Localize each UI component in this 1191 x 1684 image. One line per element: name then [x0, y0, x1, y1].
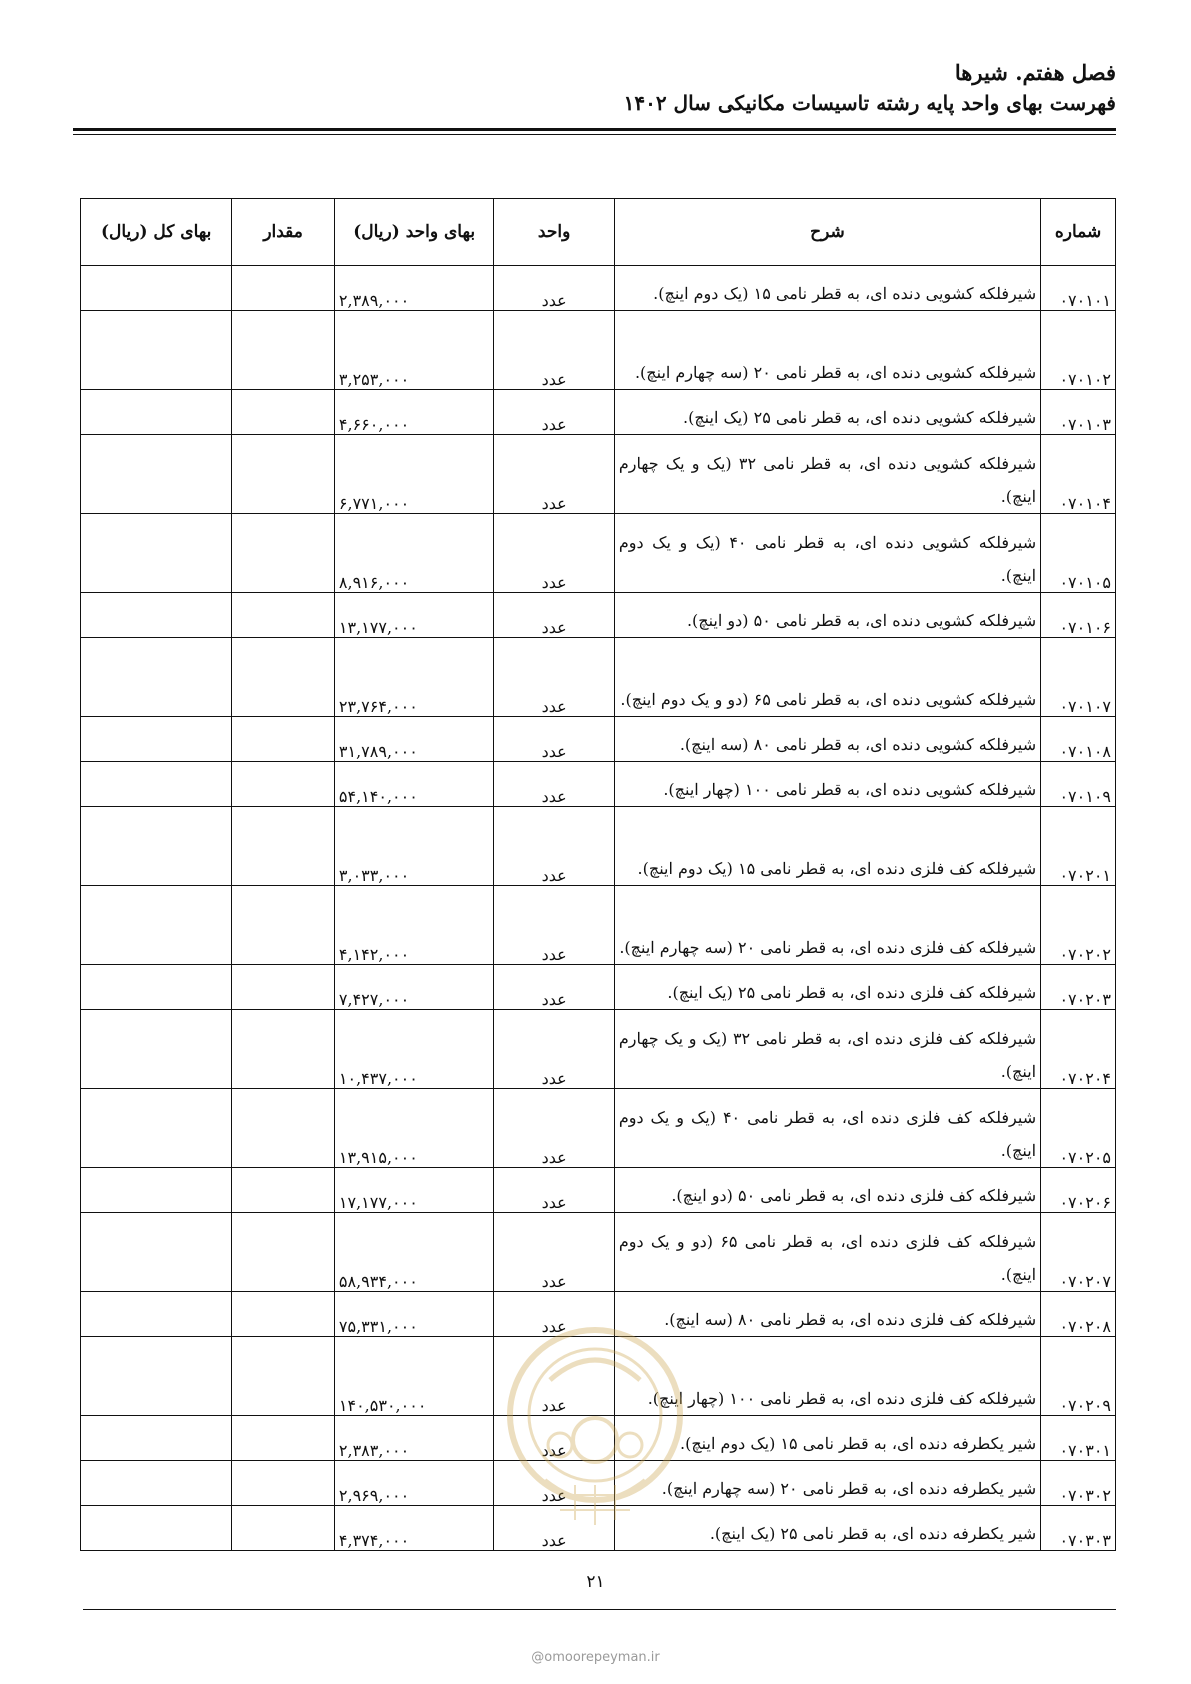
item-description: شیرفلکه کشویی دنده ای، به قطر نامی ۲۰ (سه چهارم اینچ).	[614, 311, 1040, 390]
item-description: شیرفلکه کشویی دنده ای، به قطر نامی ۸۰ (سه اینچ).	[614, 717, 1040, 762]
item-quantity	[232, 390, 335, 435]
item-unit-price: ۴,۱۴۲,۰۰۰	[334, 886, 494, 965]
item-quantity	[232, 1461, 335, 1506]
item-unit: عدد	[494, 807, 614, 886]
item-total-price	[81, 1416, 232, 1461]
item-description: شیرفلکه کف فلزی دنده ای، به قطر نامی ۳۲ (یک و یک چهارم اینچ).	[614, 1010, 1040, 1089]
item-quantity	[232, 1506, 335, 1551]
item-code: ۰۷۰۱۰۳	[1041, 390, 1116, 435]
item-code: ۰۷۰۱۰۴	[1041, 435, 1116, 514]
item-total-price	[81, 1461, 232, 1506]
table-row	[81, 717, 1116, 762]
item-unit: عدد	[494, 1089, 614, 1168]
item-description: شیرفلکه کشویی دنده ای، به قطر نامی ۲۵ (یک اینچ).	[614, 390, 1040, 435]
item-description: شیر یکطرفه دنده ای، به قطر نامی ۱۵ (یک دوم اینچ).	[614, 1416, 1040, 1461]
item-description: شیر یکطرفه دنده ای، به قطر نامی ۲۵ (یک اینچ).	[614, 1506, 1040, 1551]
item-code: ۰۷۰۳۰۱	[1041, 1416, 1116, 1461]
item-unit-price: ۸,۹۱۶,۰۰۰	[334, 514, 494, 593]
item-unit-price: ۷۵,۳۳۱,۰۰۰	[334, 1292, 494, 1337]
header-rule-thin	[73, 134, 1116, 135]
column-header-price: بهای واحد (ریال)	[334, 199, 494, 266]
item-total-price	[81, 435, 232, 514]
column-header-qty: مقدار	[232, 199, 335, 266]
item-unit: عدد	[494, 1213, 614, 1292]
item-unit-price: ۷,۴۲۷,۰۰۰	[334, 965, 494, 1010]
item-quantity	[232, 593, 335, 638]
item-quantity	[232, 965, 335, 1010]
table-row	[81, 311, 1116, 390]
item-unit-price: ۱۳,۹۱۵,۰۰۰	[334, 1089, 494, 1168]
table-row	[81, 266, 1116, 311]
footer-rule	[83, 1609, 1116, 1610]
item-description: شیرفلکه کف فلزی دنده ای، به قطر نامی ۶۵ (دو و یک دوم اینچ).	[614, 1213, 1040, 1292]
item-total-price	[81, 593, 232, 638]
table-row	[81, 1168, 1116, 1213]
item-total-price	[81, 638, 232, 717]
item-code: ۰۷۰۲۰۱	[1041, 807, 1116, 886]
item-unit: عدد	[494, 1337, 614, 1416]
item-unit-price: ۳۱,۷۸۹,۰۰۰	[334, 717, 494, 762]
page-number: ۲۱	[586, 1572, 605, 1592]
item-unit-price: ۱۴۰,۵۳۰,۰۰۰	[334, 1337, 494, 1416]
item-description: شیرفلکه کف فلزی دنده ای، به قطر نامی ۲۰ (سه چهارم اینچ).	[614, 886, 1040, 965]
item-unit-price: ۲,۳۸۹,۰۰۰	[334, 266, 494, 311]
table-row	[81, 762, 1116, 807]
item-unit: عدد	[494, 1506, 614, 1551]
item-quantity	[232, 762, 335, 807]
item-unit: عدد	[494, 1292, 614, 1337]
item-description: شیرفلکه کف فلزی دنده ای، به قطر نامی ۸۰ (سه اینچ).	[614, 1292, 1040, 1337]
item-unit-price: ۵۴,۱۴۰,۰۰۰	[334, 762, 494, 807]
watermark-seal-icon	[500, 1320, 690, 1570]
item-quantity	[232, 1168, 335, 1213]
item-total-price	[81, 1292, 232, 1337]
item-unit: عدد	[494, 593, 614, 638]
item-unit: عدد	[494, 638, 614, 717]
item-unit: عدد	[494, 1010, 614, 1089]
item-total-price	[81, 717, 232, 762]
item-description: شیرفلکه کشویی دنده ای، به قطر نامی ۵۰ (دو اینچ).	[614, 593, 1040, 638]
item-unit-price: ۲,۳۸۳,۰۰۰	[334, 1416, 494, 1461]
item-unit: عدد	[494, 435, 614, 514]
item-unit-price: ۲,۹۶۹,۰۰۰	[334, 1461, 494, 1506]
column-header-desc: شرح	[614, 199, 1040, 266]
item-code: ۰۷۰۲۰۷	[1041, 1213, 1116, 1292]
item-quantity	[232, 266, 335, 311]
item-code: ۰۷۰۲۰۸	[1041, 1292, 1116, 1337]
item-code: ۰۷۰۲۰۳	[1041, 965, 1116, 1010]
item-unit: عدد	[494, 965, 614, 1010]
item-description: شیرفلکه کشویی دنده ای، به قطر نامی ۱۰۰ (چهار اینچ).	[614, 762, 1040, 807]
table-row	[81, 638, 1116, 717]
item-description: شیرفلکه کف فلزی دنده ای، به قطر نامی ۲۵ (یک اینچ).	[614, 965, 1040, 1010]
item-unit: عدد	[494, 514, 614, 593]
page-header	[624, 58, 1116, 118]
item-unit-price: ۱۰,۴۳۷,۰۰۰	[334, 1010, 494, 1089]
item-quantity	[232, 1337, 335, 1416]
item-code: ۰۷۰۲۰۲	[1041, 886, 1116, 965]
item-code: ۰۷۰۱۰۵	[1041, 514, 1116, 593]
item-code: ۰۷۰۱۰۸	[1041, 717, 1116, 762]
item-unit-price: ۳,۲۵۳,۰۰۰	[334, 311, 494, 390]
item-description: شیرفلکه کشویی دنده ای، به قطر نامی ۶۵ (دو و یک دوم اینچ).	[614, 638, 1040, 717]
website-watermark: @omoorepeyman.ir	[531, 1650, 660, 1665]
item-unit-price: ۶,۷۷۱,۰۰۰	[334, 435, 494, 514]
item-quantity	[232, 311, 335, 390]
item-total-price	[81, 1506, 232, 1551]
item-code: ۰۷۰۳۰۲	[1041, 1461, 1116, 1506]
item-total-price	[81, 886, 232, 965]
item-unit-price: ۳,۰۳۳,۰۰۰	[334, 807, 494, 886]
item-total-price	[81, 514, 232, 593]
item-unit: عدد	[494, 311, 614, 390]
item-code: ۰۷۰۲۰۶	[1041, 1168, 1116, 1213]
item-quantity	[232, 1010, 335, 1089]
item-description: شیرفلکه کشویی دنده ای، به قطر نامی ۳۲ (یک و یک چهارم اینچ).	[614, 435, 1040, 514]
item-quantity	[232, 807, 335, 886]
item-unit-price: ۱۷,۱۷۷,۰۰۰	[334, 1168, 494, 1213]
item-total-price	[81, 266, 232, 311]
table-row	[81, 514, 1116, 593]
table-row	[81, 1213, 1116, 1292]
item-unit-price: ۴,۳۷۴,۰۰۰	[334, 1506, 494, 1551]
item-unit: عدد	[494, 886, 614, 965]
item-code: ۰۷۰۱۰۱	[1041, 266, 1116, 311]
item-description: شیرفلکه کف فلزی دنده ای، به قطر نامی ۱۵ (یک دوم اینچ).	[614, 807, 1040, 886]
item-code: ۰۷۰۱۰۹	[1041, 762, 1116, 807]
item-total-price	[81, 311, 232, 390]
item-description: شیرفلکه کف فلزی دنده ای، به قطر نامی ۵۰ (دو اینچ).	[614, 1168, 1040, 1213]
column-header-unit: واحد	[494, 199, 614, 266]
item-unit-price: ۴,۶۶۰,۰۰۰	[334, 390, 494, 435]
item-quantity	[232, 1292, 335, 1337]
item-unit-price: ۱۳,۱۷۷,۰۰۰	[334, 593, 494, 638]
item-unit-price: ۲۳,۷۶۴,۰۰۰	[334, 638, 494, 717]
table-row	[81, 965, 1116, 1010]
table-row	[81, 807, 1116, 886]
item-quantity	[232, 1089, 335, 1168]
item-description: شیرفلکه کشویی دنده ای، به قطر نامی ۱۵ (یک دوم اینچ).	[614, 266, 1040, 311]
item-unit-price: ۵۸,۹۳۴,۰۰۰	[334, 1213, 494, 1292]
item-total-price	[81, 807, 232, 886]
item-quantity	[232, 886, 335, 965]
item-total-price	[81, 965, 232, 1010]
column-header-code: شماره	[1041, 199, 1116, 266]
item-unit: عدد	[494, 1168, 614, 1213]
header-rule-thick	[73, 128, 1116, 131]
item-quantity	[232, 1213, 335, 1292]
item-description: شیرفلکه کف فلزی دنده ای، به قطر نامی ۱۰۰ (چهار اینچ).	[614, 1337, 1040, 1416]
item-code: ۰۷۰۲۰۵	[1041, 1089, 1116, 1168]
item-quantity	[232, 514, 335, 593]
item-unit: عدد	[494, 717, 614, 762]
item-description: شیرفلکه کف فلزی دنده ای، به قطر نامی ۴۰ (یک و یک دوم اینچ).	[614, 1089, 1040, 1168]
item-code: ۰۷۰۱۰۲	[1041, 311, 1116, 390]
item-unit: عدد	[494, 1416, 614, 1461]
item-description: شیر یکطرفه دنده ای، به قطر نامی ۲۰ (سه چهارم اینچ).	[614, 1461, 1040, 1506]
item-total-price	[81, 1337, 232, 1416]
item-total-price	[81, 390, 232, 435]
table-row	[81, 593, 1116, 638]
item-total-price	[81, 1010, 232, 1089]
item-unit: عدد	[494, 1461, 614, 1506]
item-code: ۰۷۰۲۰۴	[1041, 1010, 1116, 1089]
item-total-price	[81, 1213, 232, 1292]
item-quantity	[232, 1416, 335, 1461]
column-header-total: بهای کل (ریال)	[81, 199, 232, 266]
chapter-title: فصل هفتم. شیرها	[954, 60, 1116, 85]
table-row	[81, 1089, 1116, 1168]
item-unit: عدد	[494, 762, 614, 807]
table-header-row	[81, 199, 1116, 266]
item-unit: عدد	[494, 390, 614, 435]
document-subtitle: فهرست بهای واحد پایه رشته تاسیسات مکانیکی سال ۱۴۰۲	[623, 91, 1116, 115]
item-code: ۰۷۰۲۰۹	[1041, 1337, 1116, 1416]
item-total-price	[81, 1168, 232, 1213]
table-row	[81, 435, 1116, 514]
item-total-price	[81, 1089, 232, 1168]
item-quantity	[232, 717, 335, 762]
item-total-price	[81, 762, 232, 807]
item-quantity	[232, 638, 335, 717]
item-code: ۰۷۰۱۰۶	[1041, 593, 1116, 638]
item-unit: عدد	[494, 266, 614, 311]
table-row	[81, 1010, 1116, 1089]
item-quantity	[232, 435, 335, 514]
item-description: شیرفلکه کشویی دنده ای، به قطر نامی ۴۰ (یک و یک دوم اینچ).	[614, 514, 1040, 593]
table-row	[81, 886, 1116, 965]
table-row	[81, 390, 1116, 435]
item-code: ۰۷۰۱۰۷	[1041, 638, 1116, 717]
item-code: ۰۷۰۳۰۳	[1041, 1506, 1116, 1551]
